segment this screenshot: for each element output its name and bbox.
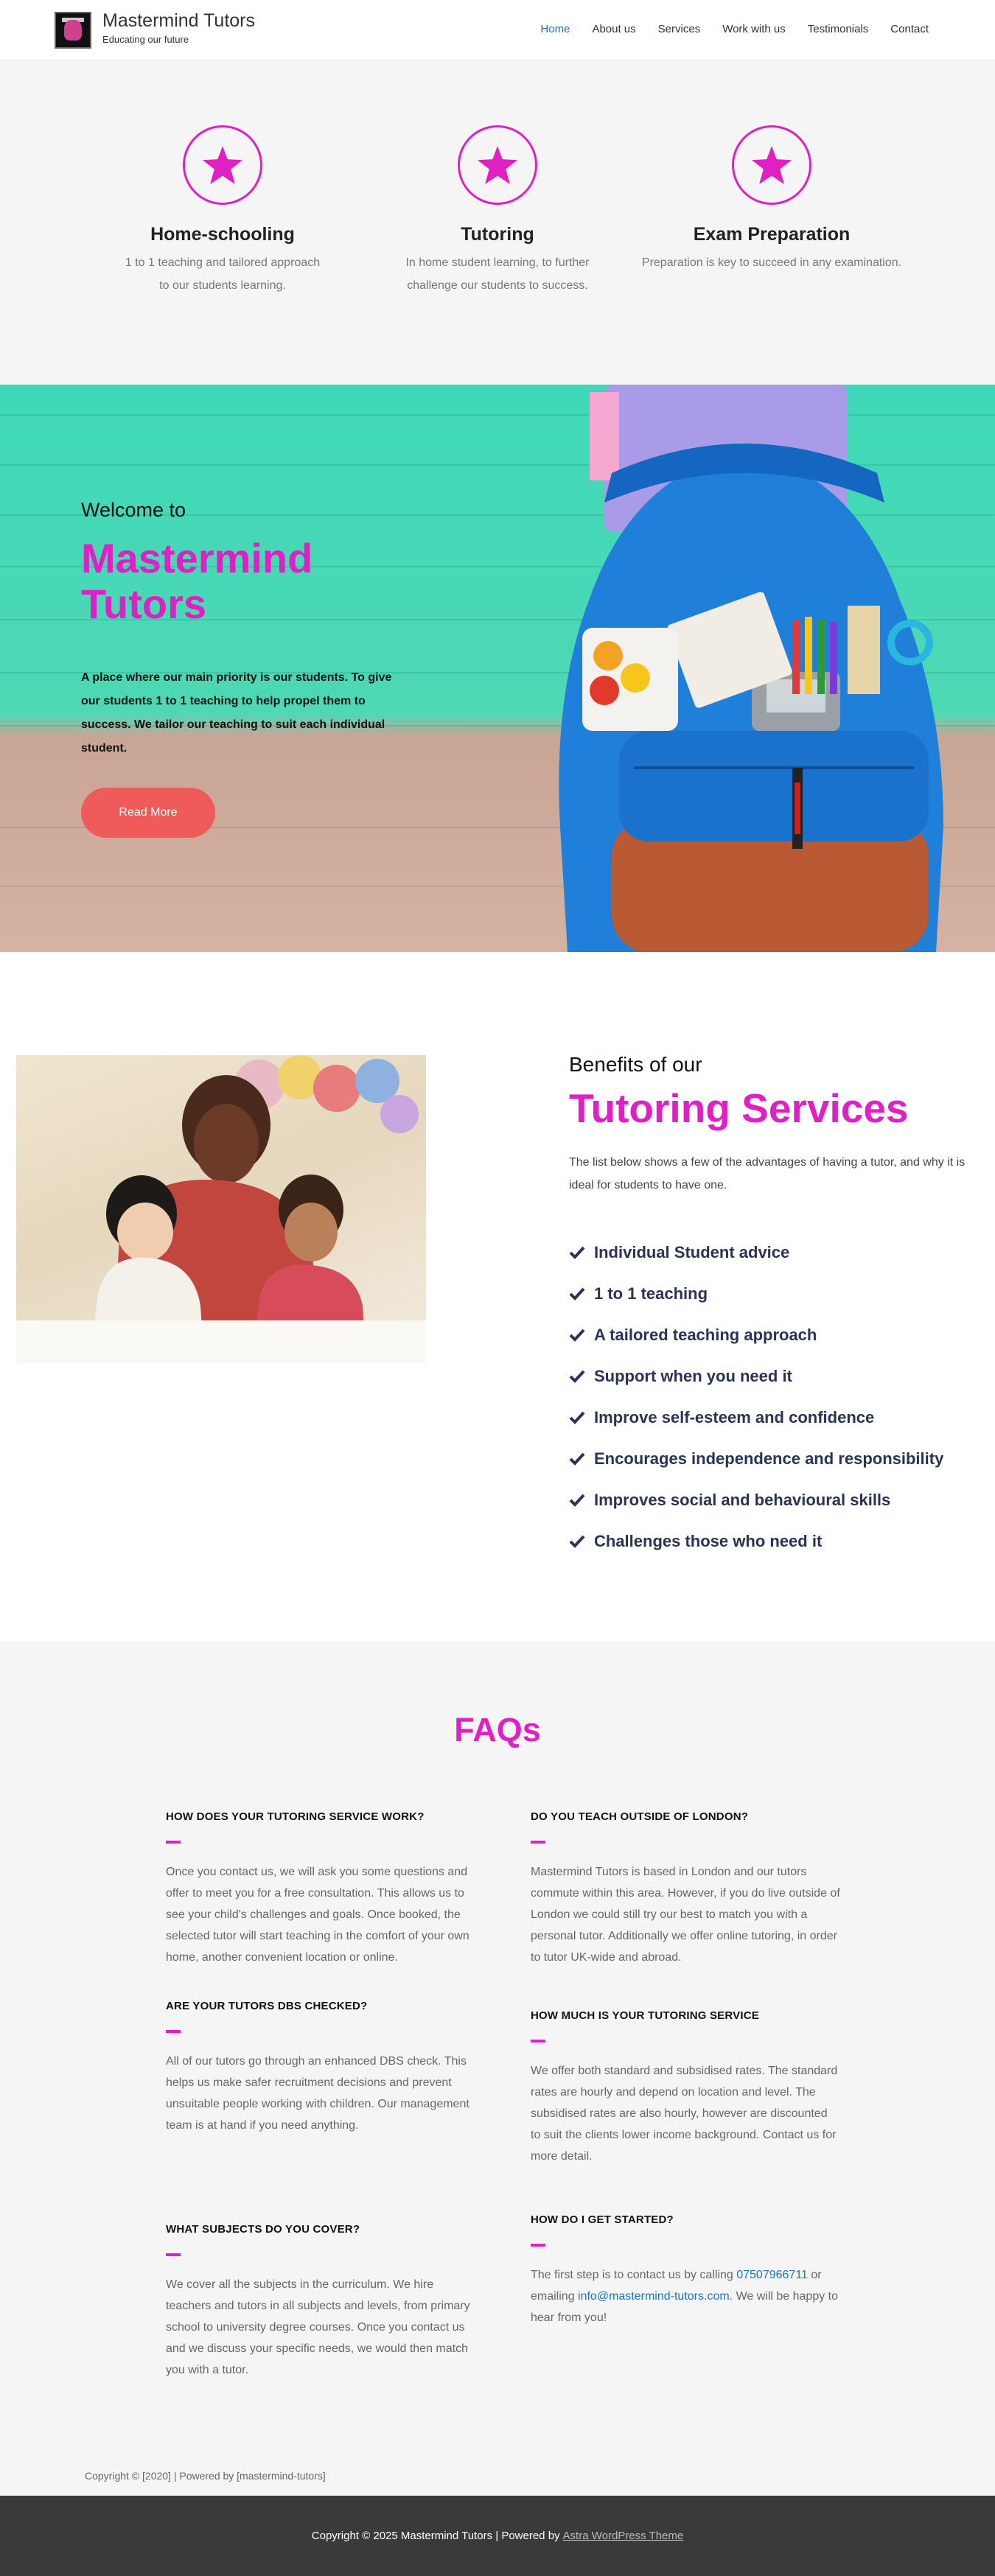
main-nav	[540, 23, 929, 35]
star-icon	[752, 146, 792, 184]
logo-figure-shape	[64, 20, 82, 41]
service-description: 1 to 1 teaching and tailored approach to our students learning.	[125, 256, 321, 292]
star-circle	[183, 125, 262, 205]
benefit-label: Encourages independence and responsibility	[594, 1449, 944, 1468]
faq-item	[166, 1810, 475, 1968]
benefit-item	[569, 1438, 943, 1480]
benefit-label: Improve self-esteem and confidence	[594, 1408, 875, 1427]
star-icon	[203, 146, 242, 184]
benefit-label: A tailored teaching approach	[594, 1326, 817, 1344]
faq-item	[531, 2009, 840, 2167]
service-title: Exam Preparation	[693, 224, 851, 245]
faq-answer: Once you contact us, we will ask you some questions and offer to meet you for a free consultation. This allows us to see your child's challenges and goals. Once booked, the selected tutor will start teaching in the comfort of your own home, another convenient location or online.	[166, 1866, 469, 1964]
check-icon	[569, 1535, 585, 1548]
tutor-children-illustration	[16, 1055, 426, 1363]
benefit-label: Support when you need it	[594, 1367, 792, 1385]
check-icon	[569, 1329, 585, 1342]
benefits-description: The list below shows a few of the advantages of having a tutor, and why it is ideal for students to have one.	[569, 1156, 966, 1191]
check-icon	[569, 1411, 585, 1424]
benefit-item	[569, 1273, 943, 1315]
faq-question: DO YOU TEACH OUTSIDE OF LONDON?	[531, 1810, 749, 1823]
site-title[interactable]: Mastermind Tutors	[102, 10, 256, 31]
faq-divider	[166, 2030, 181, 2033]
services-section	[0, 60, 995, 385]
service-exam-preparation	[632, 125, 912, 274]
faq-question: HOW DO I GET STARTED?	[531, 2213, 674, 2226]
faq-answer-text: The first step is to contact us by calling	[531, 2269, 737, 2281]
faq-question: WHAT SUBJECTS DO YOU COVER?	[166, 2223, 360, 2236]
hero-section	[0, 385, 995, 952]
faq-item	[166, 2000, 475, 2136]
check-icon	[569, 1452, 585, 1466]
footer-copyright: Copyright © 2025 Mastermind Tutors | Powered by	[311, 2530, 560, 2542]
faq-answer: We offer both standard and subsidised rates. The standard rates are hourly and depend on location and level. The subsidised rates are also hourly, however are discounted to suit the clients lower income background. Contact us for more detail.	[531, 2065, 838, 2163]
faq-divider	[531, 2244, 545, 2247]
check-icon	[569, 1494, 585, 1507]
faq-answer	[531, 2264, 840, 2328]
service-home-schooling	[83, 125, 363, 297]
nav-home[interactable]: Home	[540, 23, 570, 35]
faqs-section	[0, 1641, 995, 2496]
benefit-item	[569, 1480, 943, 1521]
backpack-image	[501, 385, 995, 952]
hero-welcome: Welcome to	[81, 499, 186, 521]
site-header	[0, 0, 995, 60]
benefit-label: Challenges those who need it	[594, 1532, 823, 1550]
benefits-section	[0, 952, 995, 1641]
benefit-item	[569, 1356, 943, 1397]
faq-answer: All of our tutors go through an enhanced DBS check. This helps us make safer recruitment decisions and prevent unsuitable people working with children. Our management team is at hand if you need anything.	[166, 2055, 469, 2132]
service-title: Home-schooling	[150, 224, 295, 245]
nav-contact[interactable]: Contact	[890, 23, 929, 35]
nav-work-with-us[interactable]: Work with us	[722, 23, 786, 35]
service-description: Preparation is key to succeed in any examination.	[641, 256, 902, 269]
site-logo[interactable]	[55, 12, 91, 49]
faq-item	[166, 2223, 475, 2381]
faqs-title: FAQs	[454, 1711, 541, 1749]
star-circle	[732, 125, 811, 205]
benefit-item	[569, 1315, 943, 1356]
email-link[interactable]: info@mastermind-tutors.com	[578, 2290, 730, 2303]
faq-divider	[166, 2253, 181, 2256]
hero-title: Mastermind Tutors	[81, 535, 313, 627]
service-description: In home student learning, to further challenge our students to success.	[405, 256, 590, 292]
theme-link[interactable]: Astra WordPress Theme	[562, 2530, 684, 2542]
faq-item	[531, 2213, 840, 2328]
benefits-subtitle: Benefits of our	[569, 1053, 702, 1076]
star-circle	[458, 125, 537, 205]
benefits-title: Tutoring Services	[569, 1085, 909, 1131]
faq-item	[531, 1810, 840, 1968]
nav-about-us[interactable]: About us	[592, 23, 636, 35]
phone-link[interactable]: 07507966711	[736, 2269, 808, 2281]
nav-testimonials[interactable]: Testimonials	[807, 23, 869, 35]
faq-question: ARE YOUR TUTORS DBS CHECKED?	[166, 2000, 368, 2012]
faq-divider	[531, 2040, 545, 2043]
benefit-label: Individual Student advice	[594, 1243, 790, 1261]
faq-divider	[531, 1841, 545, 1844]
site-footer	[0, 2496, 995, 2576]
tutor-children-photo	[16, 1055, 426, 1363]
service-tutoring	[357, 125, 638, 297]
read-more-button[interactable]: Read More	[81, 788, 215, 838]
check-icon	[569, 1370, 585, 1383]
benefit-label: 1 to 1 teaching	[594, 1284, 708, 1303]
benefit-label: Improves social and behavioural skills	[594, 1491, 891, 1509]
benefit-item	[569, 1397, 943, 1438]
star-icon	[478, 146, 517, 184]
service-title: Tutoring	[461, 224, 534, 245]
faq-answer: Mastermind Tutors is based in London and our tutors commute within this area. However, if you do live outside of London we could still try our best to match you with a personal tutor. Additionally we offer online tutoring, in order to tutor UK-wide and abroad.	[531, 1866, 840, 1964]
nav-services[interactable]: Services	[657, 23, 701, 35]
check-icon	[569, 1246, 585, 1259]
faq-answer-text: . We will be happy to hear from you!	[531, 2290, 839, 2324]
faq-answer-text: or emailing	[531, 2269, 822, 2303]
hero-description: A place where our main priority is our students. To give our students 1 to 1 teaching to help propel them to success. We tailor our teaching to suit each individual student.	[81, 671, 392, 755]
faq-divider	[166, 1841, 181, 1844]
benefit-item	[569, 1521, 943, 1562]
faq-answer: We cover all the subjects in the curriculum. We hire teachers and tutors in all subjects and levels, from primary school to university degree courses. Once you contact us and we discuss your specific needs, we would then match you with a tutor.	[166, 2278, 470, 2376]
faq-question: HOW DOES YOUR TUTORING SERVICE WORK?	[166, 1810, 425, 1823]
benefits-list	[569, 1232, 943, 1562]
faq-question: HOW MUCH IS YOUR TUTORING SERVICE	[531, 2009, 759, 2022]
copyright-small: Copyright © [2020] | Powered by [mastermind-tutors]	[85, 2470, 326, 2482]
benefit-item	[569, 1232, 943, 1273]
site-tagline: Educating our future	[102, 34, 189, 45]
check-icon	[569, 1287, 585, 1301]
